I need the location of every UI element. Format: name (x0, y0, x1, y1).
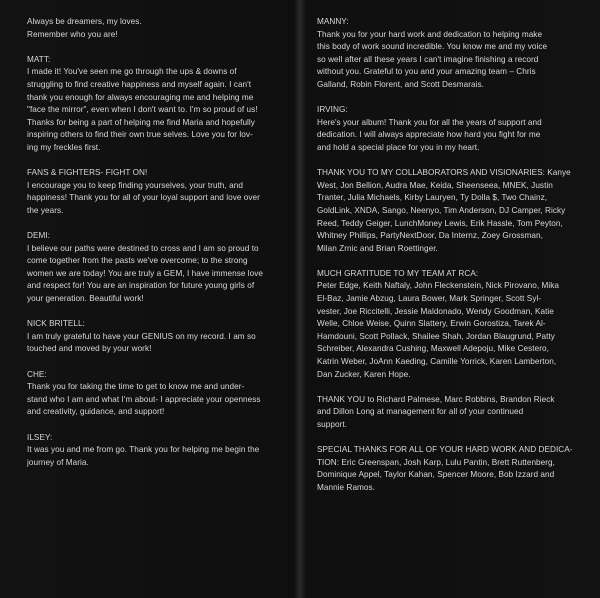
intro-line: Always be dreamers, my loves. (27, 17, 142, 26)
left-column (27, 16, 289, 482)
section-line: MUCH GRATITUDE TO MY TEAM AT RCA: (317, 268, 479, 278)
section-line: Thanks for being a part of helping me find Maria and hopefully (27, 117, 255, 127)
section-line: Hamdouni, Scott Pollack, Shailee Shah, Jordan Blaugrund, Patty (317, 331, 555, 341)
section-collaborators (317, 167, 585, 255)
section-line: THANK YOU to Richard Palmese, Marc Robbins, Brandon Rieck (317, 394, 555, 404)
section-nick-britell (27, 318, 289, 356)
section-line: Schreiber, Alexandra Cushing, Maxwell Adepoju, Mike Cestero, (317, 344, 549, 354)
section-line: journey of Maria. (27, 457, 89, 467)
section-heading: IRVING: (317, 105, 348, 115)
section-management (317, 394, 585, 432)
section-line: I made it! You've seen me go through the ups & downs of (27, 67, 237, 77)
section-heading: MATT: (27, 54, 51, 64)
section-line: vester, Joe Riccitelli, Jessie Maldonado, Wendy Goodman, Katie (317, 306, 554, 316)
section-line: GoldLink, XNDA, Sango, Neenyo, Tim Anderson, DJ Camper, Ricky (317, 205, 566, 215)
section-line: Dan Zucker, Karen Hope. (317, 369, 411, 379)
intro-block (27, 16, 289, 41)
section-line: Here's your album! Thank you for all the years of support and (317, 117, 542, 127)
section-line: West, Jon Bellion, Audra Mae, Keida, Sheenseea, MNEK, Justin (317, 180, 553, 190)
section-line: and creativity, guidance, and support! (27, 407, 165, 417)
section-line: I am truly grateful to have your GENIUS on my record. I am so (27, 331, 256, 341)
section-line: Dominique Appel, Taylor Kahan, Spencer Moore, Bob Izzard and (317, 470, 555, 480)
section-line: Welle, Chloe Weise, Quinn Slattery, Erwin Gorostiza, Tarek Al- (317, 319, 546, 329)
section-line: ing my freckles first. (27, 142, 101, 152)
section-line: It was you and me from go. Thank you for helping me begin the (27, 445, 260, 455)
section-line: without you. Grateful to you and your amazing team – Chris (317, 67, 536, 77)
section-line: this body of work sound incredible. You know me and my voice (317, 42, 548, 52)
section-heading: MANNY: (317, 17, 349, 26)
section-line: stand who I am and what I'm about- I appreciate your openness (27, 394, 261, 404)
section-line: Katrin Weber, JoAnn Kaeding, Camille Yorrick, Karen Lamberton, (317, 357, 557, 367)
section-line: touched and moved by your work! (27, 344, 152, 354)
section-line: women we are today! You are truly a GEM, I have immense love (27, 268, 264, 278)
section-line: so well after all these years I can't imagine finishing a record (317, 54, 539, 64)
section-line: Tranter, Julia Michaels, Kirby Lauryen, Ty Dolla $, Two Chainz, (317, 193, 548, 203)
section-line: your generation. Beautiful work! (27, 294, 144, 304)
section-line: Whitney Phillips, PartyNextDoor, Da Internz, Zoey Grossman, (317, 231, 543, 241)
section-line: struggling to find creative happiness and myself again. I can't (27, 79, 252, 89)
section-line: inspiring others to find their own true selves. Love you for lov- (27, 130, 253, 140)
section-irving (317, 104, 585, 154)
section-ilsey (27, 432, 289, 470)
section-demi (27, 230, 289, 306)
section-line: Peter Edge, Keith Naftaly, John Fleckenstein, Nick Pirovano, Mika (317, 281, 560, 291)
section-che (27, 369, 289, 419)
section-line: THANK YOU TO MY COLLABORATORS AND VISIONARIES: Kanye (317, 168, 571, 178)
section-heading: NICK BRITELL: (27, 319, 85, 329)
section-line: Thank you for your hard work and dedication to helping make (317, 29, 543, 39)
section-manny (317, 16, 585, 92)
section-matt (27, 54, 289, 155)
section-line: El-Baz, Jamie Abzug, Laura Bower, Mark Springer, Scott Syl- (317, 294, 542, 304)
section-line: I believe our paths were destined to cross and I am so proud to (27, 243, 259, 253)
section-line: the years. (27, 205, 64, 215)
section-line: happiness! Thank you for all of your loyal support and love over (27, 193, 260, 203)
section-line: support. (317, 420, 347, 429)
section-line: Mannie Ramos. (317, 482, 375, 492)
section-line: Thank you for taking the time to get to know me and under- (27, 382, 245, 392)
section-line: and hold a special place for you in my heart. (317, 142, 480, 152)
section-line: Milan Zrnic and Brian Roettinger. (317, 243, 438, 253)
intro-line: Remember who you are! (27, 29, 118, 39)
section-line: thank you enough for always encouraging me and helping me (27, 92, 254, 102)
section-heading: DEMI: (27, 231, 50, 241)
section-heading: CHE: (27, 369, 47, 379)
section-heading: FANS & FIGHTERS- FIGHT ON! (27, 168, 148, 178)
right-column (317, 16, 585, 507)
section-team-rca (317, 268, 585, 381)
section-line: "face the mirror", even when I don't want to. I'm so proud of us! (27, 105, 258, 115)
section-line: Galland, Robin Florent, and Scott Desmarais. (317, 79, 484, 89)
section-line: and Dillon Long at management for all of your continued (317, 407, 524, 417)
section-line: and respect for! You are an inspiration for future young girls of (27, 281, 255, 291)
section-line: TION: Eric Greenspan, Josh Karp, Lulu Pantin, Brett Ruttenberg, (317, 457, 555, 467)
section-fans (27, 167, 289, 217)
section-line: dedication. I will always appreciate how hard you fight for me (317, 130, 541, 140)
section-line: come together from the pasts we've overcome; to the strong (27, 256, 248, 266)
section-line: I encourage you to keep finding yourselves, your truth, and (27, 180, 243, 190)
section-heading: ILSEY: (27, 432, 53, 442)
section-line: SPECIAL THANKS FOR ALL OF YOUR HARD WORK AND DEDICA- (317, 445, 573, 455)
section-special-thanks (317, 444, 585, 494)
section-line: Reed, Teddy Geiger, LunchMoney Lewis, Erik Hassle, Tom Peyton, (317, 218, 563, 228)
